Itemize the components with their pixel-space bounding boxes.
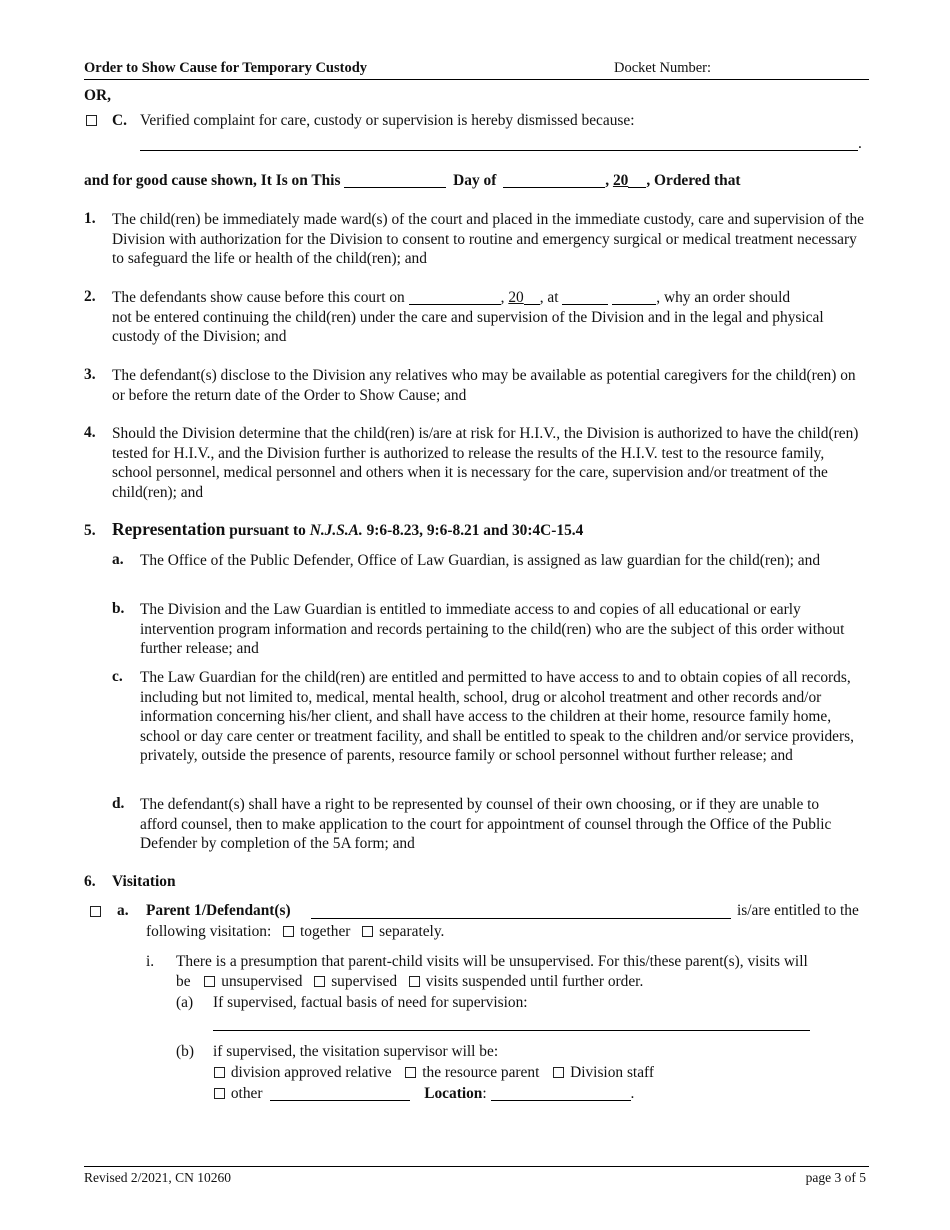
item-5-heading-cite: N.J.S.A. [309,522,363,539]
suspended-label: visits suspended until further order. [425,973,644,990]
supervisor-options-row [214,1064,654,1082]
checkbox-division-staff[interactable] [553,1067,564,1078]
item-6-heading: Visitation [112,873,176,890]
item-c-letter: C. [112,112,127,129]
checkbox-c[interactable] [86,115,97,126]
item-4-number: 4. [84,424,96,441]
division-staff-label: Division staff [570,1064,655,1081]
item-6-number: 6. [84,873,96,890]
page-number: page 3 of 5 [805,1170,866,1185]
good-cause-part2: Day of [453,172,497,189]
dismissal-reason-line[interactable] [140,150,858,151]
checkbox-separately[interactable] [362,926,373,937]
item-5-heading-mid: pursuant to [229,522,306,539]
item-3-number: 3. [84,366,96,383]
good-cause-part3: , Ordered that [646,172,741,189]
hearing-year-blank[interactable] [524,289,540,305]
location-colon: : [482,1085,487,1102]
visitation-type-label: following visitation: [146,923,272,940]
docket-number-label: Docket Number: [614,60,712,76]
item-6a-letter: a. [117,902,129,919]
hearing-time-blank[interactable] [562,289,608,305]
item-1-number: 1. [84,210,96,227]
checkbox-unsupervised[interactable] [204,976,215,987]
item-5a-text: The Office of the Public Defender, Office of Law Guardian, is assigned as law guardian for the child(ren); and [140,552,821,569]
sub-b-label: (b) [176,1043,194,1060]
item-2-rest: not be entered continuing the child(ren) under the care and supervision of the Division and in the legal and physical custody of the Division; and [112,308,824,345]
item-5-number: 5. [84,522,96,539]
item-2-number: 2. [84,288,96,305]
location-period: . [630,1085,635,1102]
checkbox-supervised[interactable] [314,976,325,987]
supervised-label: supervised [331,973,398,990]
separately-label: separately. [379,923,445,940]
hearing-date-blank[interactable] [409,289,501,305]
item-5b-text: The Division and the Law Guardian is entitled to immediate access to and copies of all educational or early intervention program information and records pertaining to the child(ren) who are the subject of this order without further release; and [140,601,845,657]
revision-label: Revised 2/2021, CN 10260 [84,1170,231,1185]
supervision-options-row [176,973,643,991]
item-6a-i-numeral: i. [146,953,155,970]
hearing-year: 20 [508,289,524,306]
good-cause-part1: and for good cause shown, It Is on This [84,172,341,189]
item-5d-letter: d. [112,795,125,812]
item-5-heading-big: Representation [112,519,226,539]
item-5-heading [112,519,583,540]
item-5-heading-rest: 9:6-8.23, 9:6-8.21 and 30:4C-15.4 [366,522,584,539]
relative-label: division approved relative [230,1064,392,1081]
checkbox-together[interactable] [283,926,294,937]
sub-a-text: If supervised, factual basis of need for supervision: [213,994,528,1011]
or-label: OR, [84,87,111,104]
item-2-line1: The defendants show cause before this court on , 20 , at , why an order should [112,289,791,306]
day-blank[interactable] [344,172,446,188]
visitation-type-row [146,923,444,941]
year-blank[interactable] [628,172,646,188]
parent1-label: Parent 1/Defendant(s) [146,902,291,919]
resource-parent-label: the resource parent [422,1064,540,1081]
supervisor-other-row [214,1085,634,1103]
sub-a-label: (a) [176,994,194,1011]
item-4-text: Should the Division determine that the child(ren) is/are at risk for H.I.V., the Division is authorized to have the child(ren) tested for H.I.V., and the Division further is authorized to release the results of the H.I.V. test to the resource family, school personnel, medical personnel and others when it is necessary for the care, supervision and/or treatment of the child(ren); and [112,425,859,501]
parent1-name-line[interactable] [311,918,731,919]
item-5c-letter: c. [112,668,123,685]
item-2-pre: The defendants show cause before this court on [112,289,405,306]
item-5a-letter: a. [112,551,124,568]
form-title: Order to Show Cause for Temporary Custody [84,60,368,76]
item-1-text: The child(ren) be immediately made ward(s) of the court and placed in the immediate custody, care and supervision of the Division with authorization for the Division to consent to routine and emergency surgical or medical treatment necessary to safeguard the life or health of the child(ren); and [112,211,865,267]
dismissal-period: . [858,135,862,152]
header-rule [84,79,869,80]
item-5c-text: The Law Guardian for the child(ren) are entitled and permitted to have access to and to obtain copies of all records, including but not limited to, medical, mental health, school, drug or alcohol treatment and other records and/or information concerning his/her client, and shall have access to the children at their home, resource family home, school or day care center or treatment facility, and shall be entitled to speak to the children and/or service providers, privately, outside the presence of parents, resource family or school personnel without further release; and [140,669,854,764]
item-2-at: , at [539,289,559,306]
hearing-ampm-blank[interactable] [612,289,656,305]
be-label: be [176,973,191,990]
checkbox-suspended[interactable] [409,976,420,987]
good-cause-line: and for good cause shown, It Is on This Day of , 20 , Ordered that [84,172,741,189]
together-label: together [299,923,351,940]
location-blank[interactable] [491,1085,631,1101]
other-label: other [230,1085,263,1102]
other-blank[interactable] [270,1085,410,1101]
sub-b-text: if supervised, the visitation supervisor will be: [213,1043,499,1060]
item-5d-text: The defendant(s) shall have a right to be represented by counsel of their own choosing, or if they are unable to afford counsel, then to make application to the court for appointment of counsel through the Office of the Public Defender by completion of the 5A form; and [140,796,832,852]
year-prefix: 20 [612,172,629,189]
month-blank[interactable] [503,172,605,188]
item-c-text: Verified complaint for care, custody or supervision is hereby dismissed because: [140,112,635,129]
item-5b-letter: b. [112,600,125,617]
checkbox-resource-parent[interactable] [405,1067,416,1078]
checkbox-relative[interactable] [214,1067,225,1078]
parent1-tail: is/are entitled to the [737,902,859,919]
location-label: Location [424,1085,483,1102]
unsupervised-label: unsupervised [221,973,303,990]
item-3-text: The defendant(s) disclose to the Division any relatives who may be available as potential caregivers for the child(ren) on or before the return date of the Order to Show Cause; and [112,367,856,404]
supervision-basis-line[interactable] [213,1030,810,1031]
checkbox-other[interactable] [214,1088,225,1099]
checkbox-6a[interactable] [90,906,101,917]
item-2-post: why an order should [663,289,791,306]
footer-rule [84,1166,869,1167]
presumption-text: There is a presumption that parent-child visits will be unsupervised. For this/these parent(s), visits will [176,953,808,970]
item-c-row [86,112,99,130]
